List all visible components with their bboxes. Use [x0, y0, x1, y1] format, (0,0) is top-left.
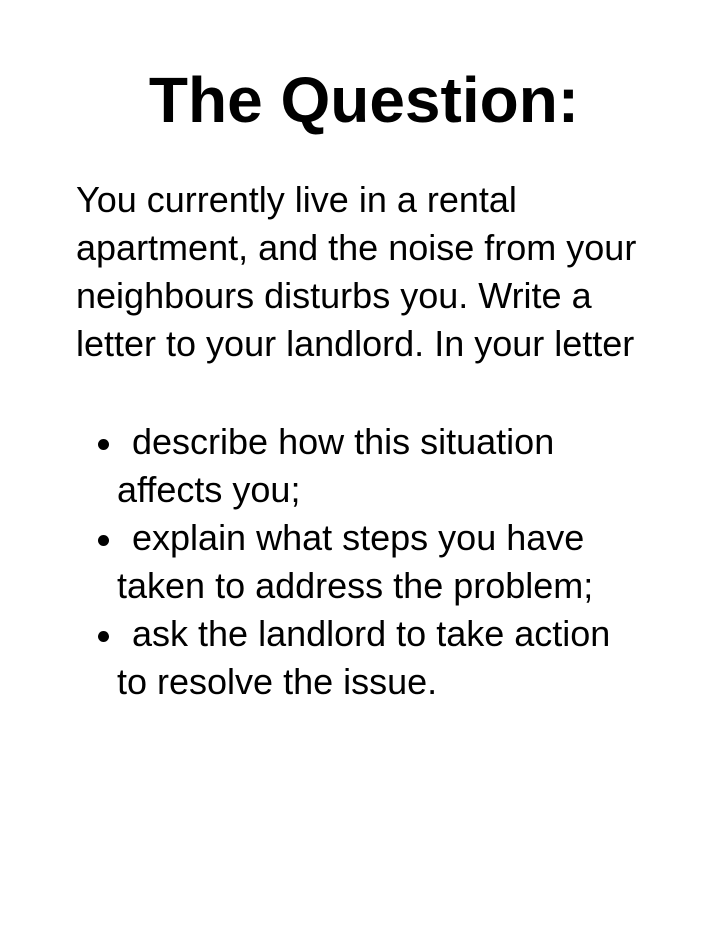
- list-item-describe: [0, 418, 728, 514]
- paragraph-line-3: neighbours disturbs you. Write a: [76, 275, 592, 316]
- paragraph-line-4: letter to your landlord. In your letter: [76, 323, 635, 364]
- paragraph-line-2: apartment, and the noise from your: [76, 227, 637, 268]
- list-item-line: describe how this situation: [132, 421, 555, 462]
- bullet-list: [0, 418, 728, 706]
- question-paragraph: [76, 176, 688, 368]
- list-item-line: affects you;: [117, 469, 301, 510]
- bullet-icon: [98, 535, 109, 546]
- paragraph-line-1: You currently live in a rental: [76, 179, 517, 220]
- slide-title: The Question:: [148, 64, 580, 136]
- bullet-icon: [98, 439, 109, 450]
- list-item-line: ask the landlord to take action: [132, 613, 611, 654]
- bullet-icon: [98, 631, 109, 642]
- list-item-line: to resolve the issue.: [117, 661, 438, 702]
- list-item-line: explain what steps you have: [132, 517, 585, 558]
- list-item-explain: [0, 514, 728, 610]
- list-item-line: taken to address the problem;: [117, 565, 594, 606]
- list-item-ask: [0, 610, 728, 706]
